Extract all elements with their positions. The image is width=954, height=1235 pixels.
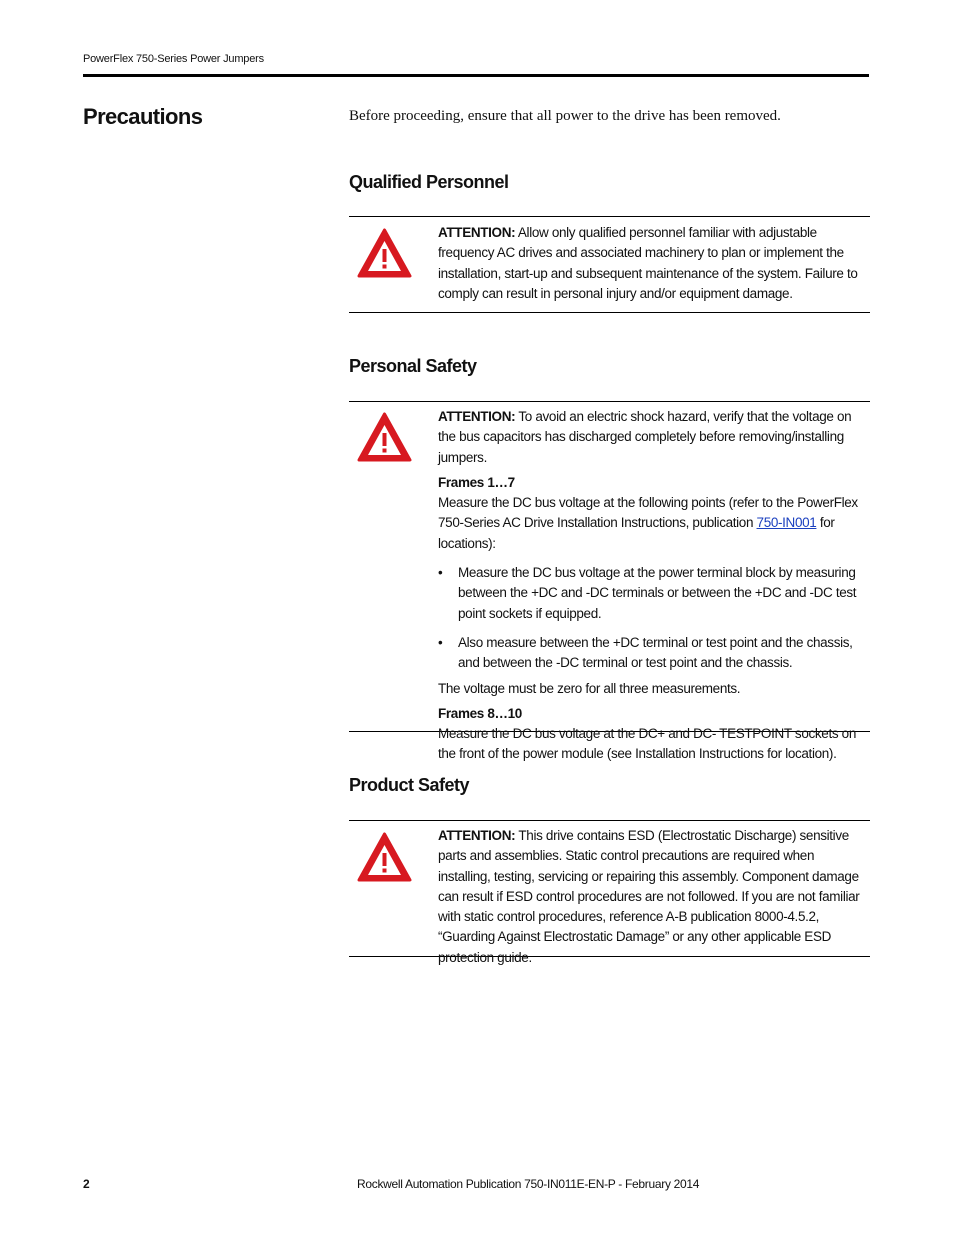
- measurement-bullet-list: [438, 563, 868, 673]
- page-title: Precautions: [83, 104, 203, 129]
- attention-label: ATTENTION:: [438, 828, 516, 843]
- attention-body: This drive contains ESD (Electrostatic Discharge) sensitive parts and assemblies. Static control precautions are required when installing, testing, servicing or repairing this assembly. Component damage can result if ESD control procedures are not followed. If you are not familiar with static control procedures, reference A-B publication 8000-4.5.2, “Guarding Against Electrostatic Damage” or any other applicable ESD protection guide.: [438, 828, 860, 965]
- frames-8-10-heading: Frames 8…10: [438, 705, 522, 721]
- frames-1-7-text-before: Measure the DC bus voltage at the following points (refer to the PowerFlex 750-Series AC Drive Installation Instructions, publication: [438, 495, 858, 531]
- warning-triangle-icon: [357, 228, 412, 278]
- warning-triangle-icon: [357, 832, 412, 882]
- footer-publication: Rockwell Automation Publication 750-IN011E-EN-P - February 2014: [357, 1177, 700, 1191]
- intro-paragraph: Before proceeding, ensure that all power to the drive has been removed.: [349, 108, 781, 124]
- running-header: PowerFlex 750-Series Power Jumpers: [83, 53, 264, 65]
- bullet-item: • Also measure between the +DC terminal or test point and the chassis, and between the -DC terminal or test point and the chassis.: [438, 633, 868, 674]
- attention-text-product-safety: [438, 826, 868, 968]
- attention-body: To avoid an electric shock hazard, verify that the voltage on the bus capacitors has discharged completely before removing/installing jumpers.: [438, 409, 852, 465]
- header-rule: [83, 74, 869, 77]
- section-heading-product-safety: Product Safety: [349, 775, 470, 795]
- zero-voltage-note: The voltage must be zero for all three measurements.: [438, 680, 741, 696]
- publication-link-750-in001[interactable]: 750-IN001: [756, 515, 817, 531]
- attention-label: ATTENTION:: [438, 409, 516, 424]
- attention-box-qualified-personnel: [349, 216, 870, 313]
- warning-triangle-icon: [357, 412, 412, 462]
- attention-text-personal-safety: [438, 407, 868, 765]
- frames-8-10-text: Measure the DC bus voltage at the DC+ and DC- TESTPOINT sockets on the front of the power module (see Installation Instructions for location).: [438, 726, 856, 762]
- attention-box-product-safety: [349, 820, 870, 965]
- frames-1-7-text: [438, 493, 868, 554]
- attention-text-qualified-personnel: [438, 223, 868, 304]
- frames-1-7-text-after: for locations):: [438, 515, 835, 551]
- section-heading-qualified-personnel: Qualified Personnel: [349, 172, 509, 192]
- attention-label: ATTENTION:: [438, 225, 516, 240]
- bullet-item: • Measure the DC bus voltage at the power terminal block by measuring between the +DC and -DC terminals or between the +DC and -DC test point sockets if equipped.: [438, 563, 868, 624]
- section-heading-personal-safety: Personal Safety: [349, 356, 477, 376]
- frames-1-7-heading: Frames 1…7: [438, 474, 515, 490]
- attention-box-personal-safety: [349, 401, 870, 762]
- page-number: 2: [83, 1177, 90, 1191]
- attention-body: Allow only qualified personnel familiar with adjustable frequency AC drives and associated machinery to plan or implement the installation, start-up and subsequent maintenance of the system. Failure to comply can result in personal injury and/or equipment damage.: [438, 225, 858, 301]
